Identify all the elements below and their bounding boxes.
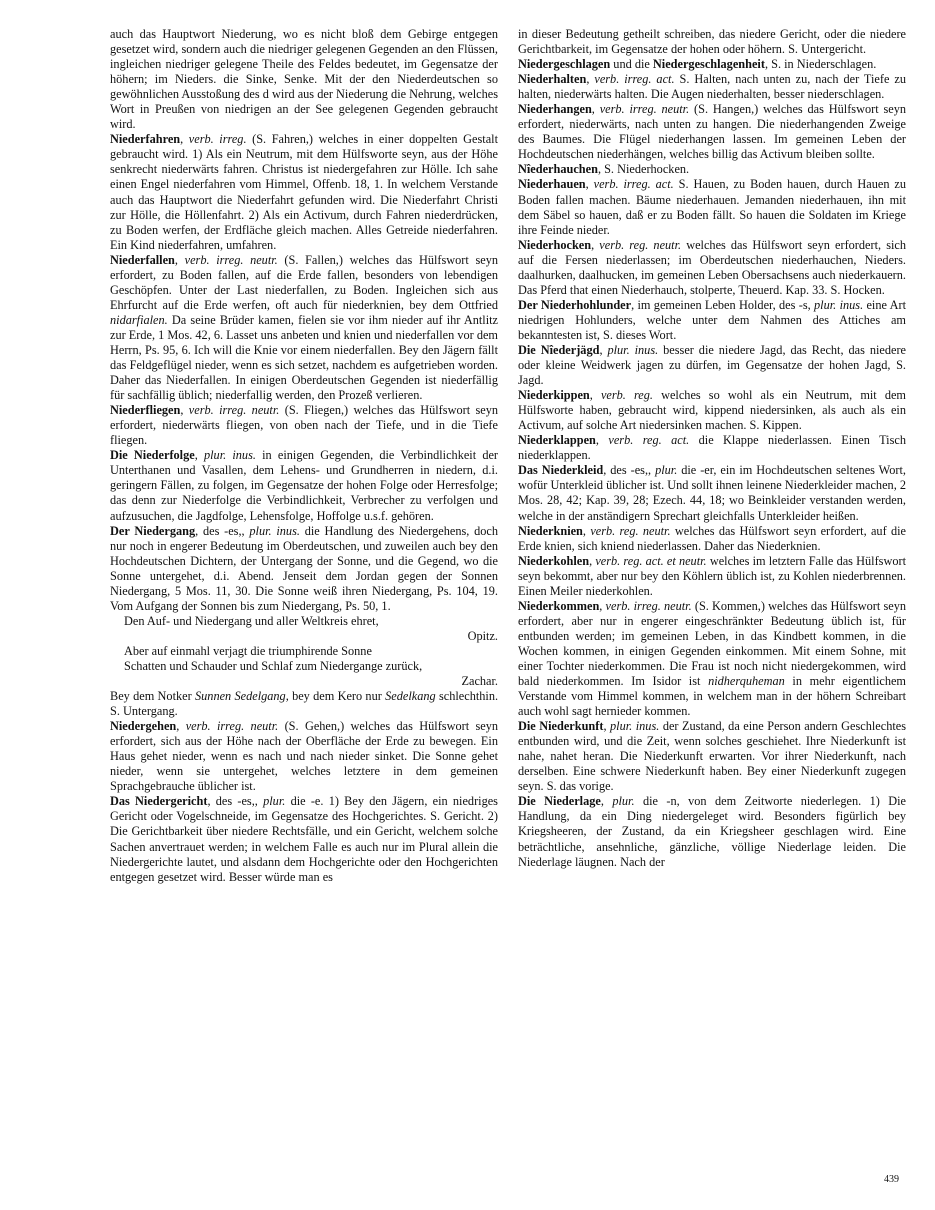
entry-text: welches so wohl als ein Neutrum, mit dem Hülfsworte haben, gebraucht wird, kippend niedersinken, als auch als ein Activum, auf solche Art niedersinken machen. S. Kippen.	[518, 388, 906, 433]
entry-text: S. Halten, nach unten zu, nach der Tiefe zu halten, niederwärts halten. Die Augen niederhalten, besser niederschlagen.	[518, 72, 906, 102]
entry-text: (S. Kommen,) welches das Hülfswort seyn erfordert, aber nur in engerer eingeschränkter Bedeutung üblich ist, für entbunden werden; im gemeinen Leben, in das Kindbett kommen, in die Wochen kommen, in einigen Gegenden einkommen. Mit einem Sohne, mit einer Tochter niederkommen. Die Frau ist noch nicht niedergekommen, wird bald niederkommen. Im Isidor ist	[518, 598, 907, 689]
entry-text: in einigen Gegenden, die Verbindlichkeit der Unterthanen und Vasallen, dem Lehens- und Grundherren in niedern, d.i. geringern Fällen, zu folgen, im Gegensatze der hohen Folge oder Herresfolge; das denn zur Niederfolge die Verbindlichkeit, Verbrecher zu verfolgen und aufzusuchen, die Jagdfolge, Lehensfolge, Hoffolge u.s.f. gehören.	[110, 448, 499, 523]
dictionary-entry: Niederhocken, verb. reg. neutr. welches das Hülfswort seyn erfordert, sich auf die Fersen niederlassen; im Oberdeutschen niederhauchen, Nieders. daalhurken, daalhucken, im gemeinen Leben Obersachsens auch niederkauern. Das Pferd that einen Niederhauch, stolperte, Theuerd. Kap. 33. S. Hocken.	[518, 237, 907, 297]
entry-text: bey dem Kero nur	[292, 689, 382, 704]
page-number: 439	[884, 1174, 899, 1185]
grammar-note: verb. irreg. neutr.	[605, 598, 692, 613]
grammar-note: verb. irreg.	[188, 132, 247, 147]
entry-text: S. Niederhocken.	[604, 162, 690, 177]
headword: Das Niederkleid	[518, 463, 604, 478]
entry-text: besser die niedere Jagd, das Recht, das niedere oder kleine Weidwerk jagen zu dürfen, im Gegensatze der hohen Jagd, S. Jagd.	[518, 342, 906, 388]
left-column	[110, 27, 498, 885]
grammar-note: verb. irreg. neutr.	[184, 252, 278, 267]
grammar-note: verb. reg. neutr.	[590, 523, 671, 538]
entry-text: (S. Hangen,) welches das Hülfswort seyn erfordert, niederwärts, nach unten zu hangen. Die niederhangenden Zweige des Baumes. Die Flügel niederhangen lassen. Im gemeinen Leben der Hochdeutschen niederhängen, welches billig das Activum bleiben sollte.	[518, 102, 906, 162]
headword: Niedergeschlagen	[518, 57, 611, 72]
dictionary-entry: Niederknien, verb. reg. neutr. welches das Hülfswort seyn erfordert, auf die Erde knien, sich kniend niederlassen. Daher das Niederknien.	[518, 523, 907, 553]
headword: Niederkohlen	[518, 553, 590, 568]
dictionary-entry: Der Niedergang, des -es,, plur. inus. die Handlung des Niedergehens, doch nur noch in engerer Bedeutung im Oberdeutschen, und zuweilen auch bey den Hochdeutschen Dichtern, der Untergang der Sonne, und die Gegend, wo die Sonne untergehet, d.i. Abend. Jenseit dem Jordan gegen der Sonnen Niedergang, 5 Mos. 11, 30. Die Sonne weiß ihren Niedergang, Ps. 104, 19. Vom Aufgang der Sonnen bis zum Niedergang, Ps. 50, 1.	[110, 523, 499, 613]
grammar-note: verb. reg. act. et neutr.	[595, 553, 707, 568]
entry-text: (S. Fallen,) welches das Hülfswort seyn erfordert, zu Boden fallen, auf die Erde fallen, besonders von lebendigen Geschöpfen. Unter der Last niederfallen, zu Boden. Ingleichen sich aus Ehrfurcht auf die Erde werfen, oft auch für niederknien, bey dem Ottfried	[110, 252, 499, 312]
entry-text: welches das Hülfswort seyn erfordert, auf die Erde knien, sich kniend niederlassen. Daher das Niederknien.	[518, 523, 907, 553]
headword: Niedergehen	[110, 719, 177, 734]
attribution-text: Opitz.	[467, 628, 498, 643]
entry-text: auch das Hauptwort Niederung, wo es nicht bloß dem Gebirge entgegen gesetzet wird, sondern auch die niedriger gelegenen Gegenden an den Flüssen, ingleichen niedriger gelegene Theile des Feldes bedeutet, im Gegensatze der höhern; im Nieders. die Sinke, Senke. Mit der den Niederdeutschen so gewöhnlichen Ausstoßung des d wird aus der Niederung die Nehrung, welches Wort in Preußen von niedrigen an der See gelegenen Gegenden gebraucht wird.	[110, 27, 498, 132]
headword: Niederhauen	[518, 177, 586, 192]
attribution-text: Zachar.	[461, 674, 498, 689]
dictionary-entry: Niederhangen, verb. irreg. neutr. (S. Hangen,) welches das Hülfswort seyn erfordert, niederwärts, nach unten zu hangen. Die niederhangenden Zweige des Baumes. Die Flügel niederhangen lassen. Im gemeinen Leben der Hochdeutschen niederhängen, welches billig das Activum bleiben sollte.	[518, 102, 906, 162]
grammar-note: verb. irreg. act.	[593, 177, 674, 192]
verse-text: Aber auf einmahl verjagt die triumphirende Sonne	[124, 643, 372, 658]
entry-text: die -er, ein im Hochdeutschen seltenes Wort, wofür Unterkleid üblicher ist. Und sollt ihnen leinene Niederkleider machen, 2 Mos. 28, 42; Kap. 39, 28; Ezech. 44, 18; wo Beinkleider verstanden werden, welche in der anständigern Sprechart gleichfalls Unterkleider heißen.	[518, 463, 907, 523]
right-column	[518, 27, 906, 870]
dictionary-entry	[110, 689, 498, 719]
italic-text: nidarfialen.	[110, 312, 168, 327]
genitive-form: des -es,	[610, 463, 649, 478]
headword: Niederknien	[518, 523, 583, 538]
italic-text: plur. inus.	[814, 297, 864, 312]
entry-text: in dieser Bedeutung getheilt schreiben, das niedere Gericht, oder die niedere Gerichtbarkeit, im Gegensatze der hohen oder höhern. S. Untergericht.	[518, 27, 906, 57]
entry-text: (S. Fahren,) welches in einer doppelten Gestalt gebraucht wird. 1) Als ein Neutrum, mit dem Hülfsworte seyn, aus der Höhe senkrecht niederwärts fahren. Christus ist niedergefahren zur Hölle. Ich sahe einen Engel niederfahren vom Himmel, Offenb. 18, 1. In welchem Verstande auch das Hauptwort die Niederfahrt gefunden wird. Die Niederfahrt Christi zur Hölle, die Höllenfahrt. 2) Als ein Activum, durch Fahren niederdrücken, zu Boden werfen, der Erdfläche gleich machen. Alles Getreide niederfahren. Ein Kind niederfahren, umfahren.	[110, 132, 498, 252]
genitive-form: des -es,	[215, 794, 255, 809]
dictionary-entry: Niederhauen, verb. irreg. act. S. Hauen, zu Boden hauen, durch Hauen zu Boden fallen machen. Bäume niederhauen. Jemanden niederhauen, ihn mit dem Säbel so hauen, daß er zu Boden fällt. So hauen die Soldaten im Kriege ihre Feinde nieder.	[518, 177, 906, 237]
dictionary-entry: Nîederhauchen, S. Niederhocken.	[518, 162, 690, 177]
verse-text: Den Auf- und Niedergang und aller Weltkreis ehret,	[124, 613, 379, 628]
headword: Die Nîederjägd	[518, 342, 600, 357]
dictionary-entry: Niederklappen, verb. reg. act. die Klappe niederlassen. Einen Tisch niederklappen.	[518, 433, 906, 463]
dictionary-entry: Niederfahren, verb. irreg. (S. Fahren,) welches in einer doppelten Gestalt gebraucht wird. 1) Als ein Neutrum, mit dem Hülfsworte seyn, aus der Höhe senkrecht niederwärts fahren. Christus ist niedergefahren zur Hölle. Ich sahe einen Engel niederfahren vom Himmel, Offenb. 18, 1. In welchem Verstande auch das Hauptwort die Niederfahrt gefunden wird. Die Niederfahrt Christi zur Hölle, die Höllenfahrt. 2) Als ein Activum, durch Fahren niederdrücken, zu Boden werfen, der Erdfläche gleich machen. Alles Getreide niederfahren. Ein Kind niederfahren, umfahren.	[110, 132, 498, 252]
headword: Niederkippen	[518, 388, 590, 403]
dictionary-entry: Die Niederkunft, plur. inus. der Zustand, da eine Person andern Geschlechtes entbunden wird, und die Zeit, wenn solches geschiehet. Ihre Niederkunft ist nahe, nahet heran. Die Niederkunft erwarten. Vor ihrer Niederkunft, nach derselben. Eine schwere Niederkunft haben. Bey einer Niederkunft zugegen seyn. S. das vorige.	[518, 719, 907, 794]
grammar-note: verb. reg. neutr.	[599, 237, 682, 252]
italic-text: nidherquheman	[708, 674, 785, 689]
headword: Niederhalten	[518, 72, 587, 87]
headword: Niederhangen	[518, 102, 592, 117]
entry-text: welches das Hülfswort seyn erfordert, sich auf die Fersen niederlassen; im Oberdeutschen niederhauchen, Nieders. daalhurken, daalhucken, im gemeinen Leben Obersachsens auch niederkauern. Das Pferd that einen Niederhauch, stolperte, Theuerd. Kap. 33. S. Hocken.	[518, 237, 907, 297]
headword: Der Niederhohlunder	[518, 297, 632, 312]
dictionary-entry: Das Niedergericht, des -es,, plur. die -e. 1) Bey den Jägern, ein niedriges Gericht oder Vogelschneide, im Gegensatze des Hochgerichtes. S. Gericht. 2) Die Gerichtbarkeit über niedere Rechtsfälle, und ein Gericht, welchem solche Sachen anvertrauet werden; in welchem Falle es auch nur im Plural allein die Niedergerichte lautet, und alsdann dem Hochgerichte oder den Hochgerichten entgegen gesetzet wird. Besser würde man es	[110, 794, 498, 884]
entry-text: die Handlung des Niedergehens, doch nur noch in engerer Bedeutung im Oberdeutschen, und zuweilen auch bey den Hochdeutschen Dichtern, der Untergang der Sonne, und die Gegend, wo die Sonne untergehet, d.i. Abend. Jenseit dem Jordan gegen der Sonnen Niedergang, 5 Mos. 11, 30. Die Sonne weiß ihren Niedergang, Ps. 104, 19. Vom Aufgang der Sonnen bis zum Niedergang, Ps. 50, 1.	[110, 523, 499, 613]
dictionary-entry: Die Niederlage, plur. die -n, von dem Zeitworte niederlegen. 1) Die Handlung, da ein Ding niedergeleget wird. Besonders figürlich bey Kriegsheeren, der Zustand, da ein Kriegsheer geschlagen wird. Eine beträchtliche, ansehnliche, gänzliche, völlige Niederlage leiden. Die Niederlage läugnen. Nach der	[518, 794, 907, 869]
entry-text: Da seine Brüder kamen, fielen sie vor ihm nieder auf ihr Antlitz zur Erde, 1 Mos. 42, 6. Lasset uns anbeten und knien und niederfallen vor dem Herrn, Ps. 95, 6. Ich will die Knie vor einem niederfallen. Bey den Jägern fällt das Feldgeflügel nieder, wenn es sich setzet, nachdem es aufgetrieben worden. Daher das Niederfallen. In einigen Oberdeutschen Gegenden ist niederfällig für sachfällig üblich; niederfallig werden, den Prozeß verlieren.	[110, 312, 499, 403]
headword: Niederkommen	[518, 598, 600, 613]
headword: Die Niederlage	[518, 794, 601, 809]
headword: Das Niedergericht	[110, 794, 208, 809]
grammar-note: plur.	[612, 794, 635, 809]
grammar-note: verb. irreg. neutr.	[188, 403, 280, 418]
entry-text: S. Hauen, zu Boden hauen, durch Hauen zu Boden fallen machen. Bäume niederhauen. Jemanden niederhauen, ihn mit dem Säbel so hauen, daß er zu Boden fällt. So hauen die Soldaten im Kriege ihre Feinde nieder.	[518, 177, 906, 237]
grammar-note: verb. reg.	[600, 388, 653, 403]
verse-line	[124, 644, 498, 659]
entry-text: eine Art niedrigen Hohlunders, welche unter dem Nahmen des Attiches am bekanntesten ist, S. dieses Wort.	[518, 297, 906, 342]
verse-text: Schatten und Schauder und Schlaf zum Niedergange zurück,	[124, 658, 423, 673]
entry-text: die Klappe niederlassen. Einen Tisch niederklappen.	[518, 433, 906, 463]
dictionary-entry	[518, 27, 906, 57]
entry-text: die -e. 1) Bey den Jägern, ein niedriges Gericht oder Vogelschneide, im Gegensatze des Hochgerichtes. S. Gericht. 2) Die Gerichtbarkeit über niedere Rechtsfälle, und ein Gericht, welchem solche Sachen anvertrauet werden; in welchem Falle es auch nur im Plural allein die Niedergerichte lautet, und alsdann dem Hochgerichte oder den Hochgerichten entgegen gesetzet wird. Besser würde man es	[110, 794, 498, 884]
grammar-note: verb. irreg. neutr.	[599, 102, 690, 117]
dictionary-entry: Niederhalten, verb. irreg. act. S. Halten, nach unten zu, nach der Tiefe zu halten, niederwärts halten. Die Augen niederhalten, besser niederschlagen.	[518, 72, 906, 102]
grammar-note: plur. inus.	[249, 523, 300, 538]
headword: Nîederhauchen	[518, 162, 598, 177]
headword: Niederfahren	[110, 132, 181, 147]
entry-text: Bey dem Notker	[110, 689, 192, 704]
dictionary-entry: Die Niederfolge, plur. inus. in einigen Gegenden, die Verbindlichkeit der Unterthanen und Vasallen, dem Lehens- und Grundherren in niedern, d.i. geringern Fällen, zu folgen, im Gegensatze der hohen Folge oder Herresfolge; das denn zur Niederfolge die Verbindlichkeit, Verbrecher zu verfolgen und aufzusuchen, die Jagdfolge, Lehensfolge, Hoffolge u.s.f. gehören.	[110, 448, 499, 523]
dictionary-entry: Niedergeschlagen und die Niedergeschlagenheit, S. in Niederschlagen.	[518, 57, 877, 72]
dictionary-entry: Niederfliegen, verb. irreg. neutr. (S. Fliegen,) welches das Hülfswort seyn erfordert, niederwärts fliegen, von oben nach der Tiefe, und in die Tiefe fliegen.	[110, 403, 499, 448]
italic-text: Sedelkang	[385, 689, 436, 704]
verse-line	[124, 614, 498, 629]
grammar-note: plur. inus.	[203, 448, 256, 463]
genitive-form: des -es,	[202, 523, 242, 538]
entry-text: im gemeinen Leben Holder, des -s,	[637, 297, 811, 312]
entry-text: die -n, von dem Zeitworte niederlegen. 1) Die Handlung, da ein Ding niedergeleget wird. Besonders figürlich bey Kriegsheeren, der Zustand, da ein Kriegsheer geschlagen wird. Eine beträchtliche, ansehnliche, gänzliche, völlige Niederlage leiden. Die Niederlage läugnen. Nach der	[518, 794, 907, 869]
dictionary-entry	[110, 27, 498, 132]
dictionary-entry: Niederkohlen, verb. reg. act. et neutr. welches im letztern Falle das Hülfswort seyn bekommt, aber nur bey den Köhlern üblich ist, zu Kohlen niederbrennen. Einen Meiler niederkohlen.	[518, 553, 907, 598]
grammar-note: plur.	[263, 794, 286, 809]
verse-line	[124, 659, 498, 674]
entry-text: (S. Fliegen,) welches das Hülfswort seyn erfordert, niederwärts fliegen, von oben nach der Tiefe, und in die Tiefe fliegen.	[110, 403, 499, 448]
grammar-note: verb. irreg. act.	[594, 72, 675, 87]
entry-text: und die	[613, 57, 650, 72]
entry-text: schlechthin. S. Untergang.	[110, 689, 499, 719]
headword: Die Niederfolge	[110, 448, 195, 463]
headword: Niederfliegen	[110, 403, 181, 418]
grammar-note: verb. reg. act.	[608, 433, 690, 448]
grammar-note: verb. irreg. neutr.	[185, 719, 279, 734]
headword: Niederklappen	[518, 433, 596, 448]
entry-text: (S. Gehen,) welches das Hülfswort seyn erfordert, sich aus der Höhe nach der Oberfläche der Erde zu bewegen. Ein Haus gehet nieder, wenn es nach und nach nieder sinket. Die Sonne gehet nieder, wenn sie untergehet, welches letztere in dem gemeinen Sprachgebrauche üblicher ist.	[110, 719, 499, 794]
headword: Niederhocken	[518, 237, 592, 252]
grammar-note: plur. inus.	[607, 342, 659, 357]
grammar-note: plur.	[655, 463, 678, 478]
dictionary-entry: Niederkommen, verb. irreg. neutr. (S. Kommen,) welches das Hülfswort seyn erfordert, aber nur in engerer eingeschränkter Bedeutung üblich ist, für entbunden werden; im gemeinen Leben, in das Kindbett kommen, in die Wochen kommen, in einigen Gegenden einkommen. Mit einem Sohne, mit einer Tochter niederkommen. Die Frau ist noch nicht niedergekommen, wird bald niederkommen. Im Isidor ist nidherquheman in mehr eigentlichem Verstande vom Himmel kommen, in welchem man in der höhern Schreibart auch wohl sagt hernieder kommen.	[518, 598, 907, 719]
entry-text: S. in Niederschlagen.	[771, 57, 877, 72]
italic-text: Sunnen Sedelgang,	[195, 689, 289, 704]
quote-attribution	[110, 674, 498, 689]
headword: Niedergeschlagenheit	[652, 57, 765, 72]
entry-text: der Zustand, da eine Person andern Geschlechtes entbunden wird, und die Zeit, wenn solches geschiehet. Ihre Niederkunft ist nahe, nahet heran. Die Niederkunft erwarten. Vor ihrer Niederkunft, nach derselben. Eine schwere Niederkunft haben. Bey einer Niederkunft zugegen seyn. S. das vorige.	[518, 719, 907, 794]
dictionary-entry: Der Niederhohlunder, im gemeinen Leben Holder, des -s, plur. inus. eine Art niedrigen Hohlunders, welche unter dem Nahmen des Attiches am bekanntesten ist, S. dieses Wort.	[518, 297, 906, 342]
dictionary-entry: Niederfallen, verb. irreg. neutr. (S. Fallen,) welches das Hülfswort seyn erfordert, zu Boden fallen, auf die Erde fallen, besonders von lebendigen Geschöpfen. Unter der Last niederfallen, zu Boden. Ingleichen sich aus Ehrfurcht auf die Erde werfen, oft auch für niederknien, bey dem Ottfried nidarfialen. Da seine Brüder kamen, fielen sie vor ihm nieder auf ihr Antlitz zur Erde, 1 Mos. 42, 6. Lasset uns anbeten und knien und niederfallen vor dem Herrn, Ps. 95, 6. Ich will die Knie vor einem niederfallen. Bey den Jägern fällt das Feldgeflügel nieder, wenn es sich setzet, nachdem es aufgetrieben worden. Daher das Niederfallen. In einigen Oberdeutschen Gegenden ist niederfällig für sachfällig üblich; niederfallig werden, den Prozeß verlieren.	[110, 252, 499, 403]
dictionary-entry: Die Nîederjägd, plur. inus. besser die niedere Jagd, das Recht, das niedere oder kleine Weidwerk jagen zu dürfen, im Gegensatze der hohen Jagd, S. Jagd.	[518, 342, 906, 388]
headword: Der Niedergang	[110, 523, 196, 538]
dictionary-entry: Niederkippen, verb. reg. welches so wohl als ein Neutrum, mit dem Hülfsworte haben, gebraucht wird, kippend niedersinken, als auch als ein Activum, auf solche Art niedersinken machen. S. Kippen.	[518, 388, 906, 433]
headword: Niederfallen	[110, 252, 175, 267]
dictionary-entry: Das Niederkleid, des -es,, plur. die -er, ein im Hochdeutschen seltenes Wort, wofür Unterkleid üblicher ist. Und sollt ihnen leinene Niederkleider machen, 2 Mos. 28, 42; Kap. 39, 28; Ezech. 44, 18; wo Beinkleider verstanden werden, welche in der anständigern Sprechart gleichfalls Unterkleider heißen.	[518, 463, 907, 523]
quote-attribution	[110, 629, 498, 644]
entry-text: welches im letztern Falle das Hülfswort seyn bekommt, aber nur bey den Köhlern üblich ist, zu Kohlen niederbrennen. Einen Meiler niederkohlen.	[518, 553, 907, 598]
entry-text: in mehr eigentlichem Verstande vom Himmel kommen, in welchem man in der höhern Schreibart auch wohl sagt hernieder kommen.	[518, 674, 906, 719]
dictionary-entry: Niedergehen, verb. irreg. neutr. (S. Gehen,) welches das Hülfswort seyn erfordert, sich aus der Höhe nach der Oberfläche der Erde zu bewegen. Ein Haus gehet nieder, wenn es nach und nach nieder sinket. Die Sonne gehet nieder, wenn sie untergehet, welches letztere in dem gemeinen Sprachgebrauche üblicher ist.	[110, 719, 499, 794]
headword: Die Niederkunft	[518, 719, 604, 734]
grammar-note: plur. inus.	[610, 719, 660, 734]
